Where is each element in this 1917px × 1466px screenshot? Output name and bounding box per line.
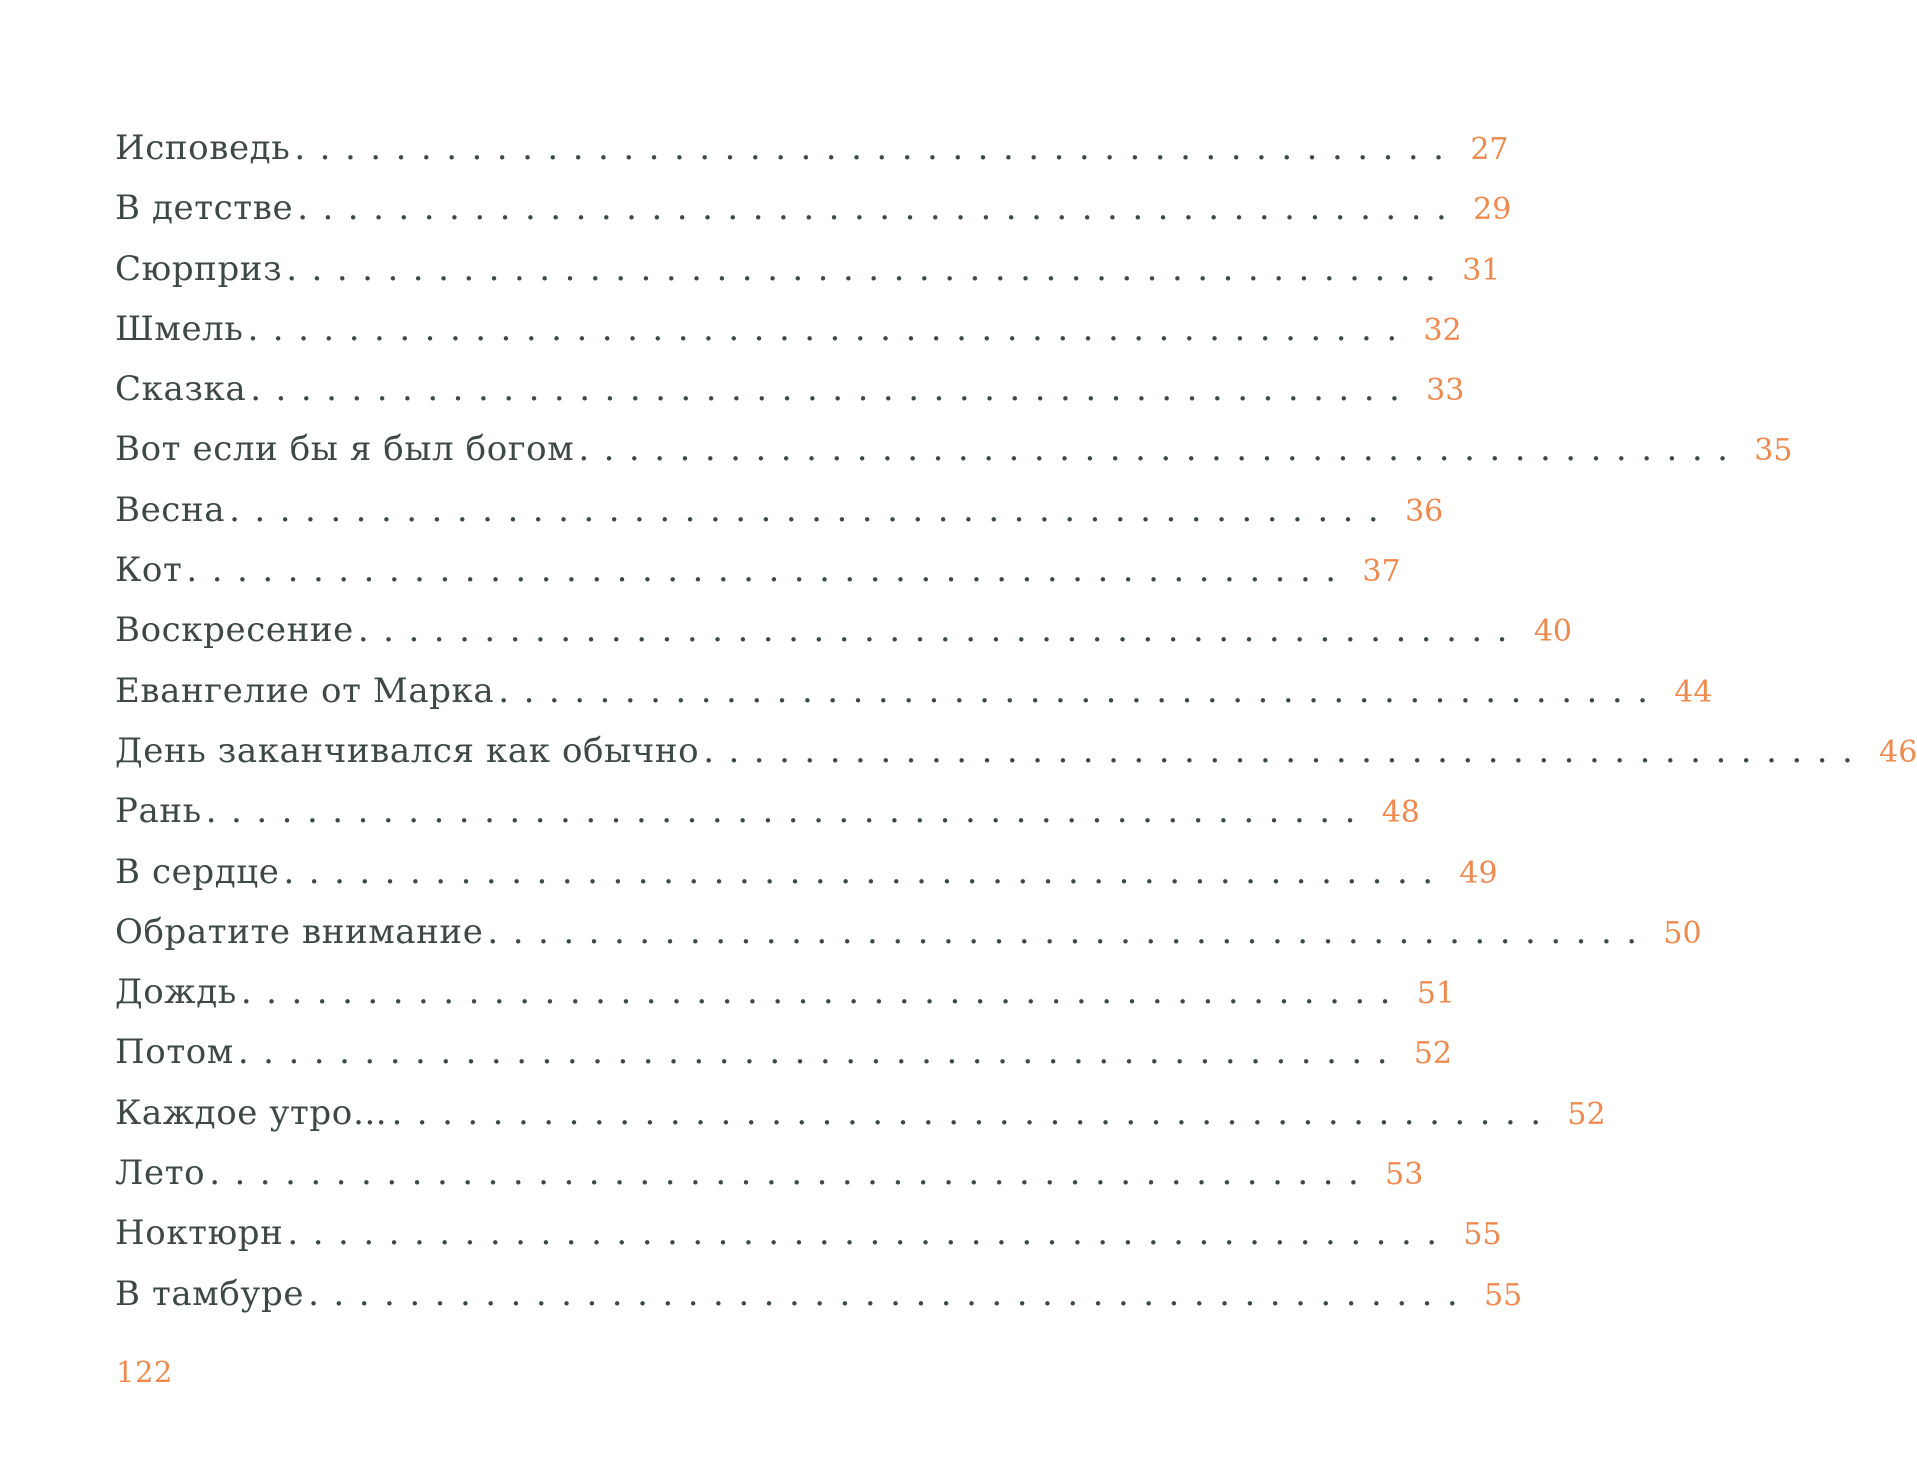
toc-entry-page: 31 <box>1462 252 1501 288</box>
toc-entry-title: Ноктюрн <box>115 1213 284 1254</box>
toc-entry-page: 55 <box>1484 1277 1523 1313</box>
dot-leader: .............................................. <box>237 1032 1403 1073</box>
toc-entry-page: 40 <box>1533 614 1572 650</box>
toc-entry <box>115 540 1401 600</box>
toc-entry-page: 49 <box>1459 855 1498 891</box>
dot-leader: .............................................. <box>229 489 1394 530</box>
dot-leader: .............................................. <box>487 911 1652 952</box>
dot-leader: .............................................. <box>578 429 1743 470</box>
toc-entry-title: Исповедь <box>115 128 291 168</box>
toc-entry <box>115 721 1917 781</box>
dot-leader: .............................................. <box>240 972 1405 1013</box>
toc-entry-page: 37 <box>1362 554 1401 590</box>
toc-entry-page: 50 <box>1663 915 1702 951</box>
toc-entry <box>115 1203 1502 1263</box>
toc-entry-page: 29 <box>1473 192 1512 228</box>
toc-entry-page: 51 <box>1416 976 1455 1012</box>
toc-entry-title: Сюрприз <box>115 248 283 289</box>
toc-entry-title: Рань <box>115 791 202 832</box>
toc-entry-title: Вот если бы я был богом <box>115 429 575 470</box>
toc-entry-title: День заканчивался как обычно <box>115 730 700 771</box>
toc-entry <box>115 842 1498 902</box>
dot-leader: .............................................. <box>209 1153 1374 1194</box>
toc-entry-page: 48 <box>1381 795 1420 831</box>
toc-entry-page: 52 <box>1413 1036 1453 1072</box>
toc-entry <box>115 1022 1453 1082</box>
toc-entry <box>115 419 1793 479</box>
toc-entry-page: 52 <box>1567 1096 1606 1132</box>
dot-leader: .............................................. <box>205 791 1370 832</box>
toc-entry <box>115 359 1465 419</box>
toc-entry <box>115 781 1420 841</box>
toc-entry-title: Евангелие от Марка <box>115 670 495 711</box>
table-of-contents <box>115 118 1917 1324</box>
dot-leader: .............................................. <box>283 851 1448 892</box>
toc-entry-title: Воскресение <box>115 610 354 651</box>
dot-leader: .............................................. <box>247 308 1412 349</box>
toc-entry <box>115 118 1509 178</box>
toc-entry-page: 44 <box>1674 674 1713 710</box>
dot-leader: .............................................. <box>287 1213 1452 1254</box>
dot-leader: .............................................. <box>703 730 1868 771</box>
dot-leader: .............................................. <box>286 248 1451 289</box>
toc-entry-page: 27 <box>1470 132 1509 167</box>
toc-entry-title: Весна <box>115 489 226 530</box>
toc-entry <box>115 480 1444 540</box>
toc-entry <box>115 962 1455 1022</box>
page-number: 122 <box>116 1355 173 1389</box>
dot-leader: .............................................. <box>186 550 1351 591</box>
dot-leader: .............................................. <box>297 188 1462 229</box>
toc-entry-title: Сказка <box>115 369 247 410</box>
dot-leader: .............................................. <box>308 1273 1473 1314</box>
toc-entry <box>115 178 1512 238</box>
toc-entry <box>115 1083 1606 1143</box>
toc-entry-title: В детстве <box>115 188 294 229</box>
toc-entry-page: 46 <box>1879 734 1917 770</box>
toc-entry-title: Дождь <box>115 972 237 1013</box>
toc-entry-title: В сердце <box>115 851 280 892</box>
toc-entry <box>115 299 1462 359</box>
dot-leader: .............................................. <box>357 610 1522 651</box>
toc-entry-title: Каждое утро… <box>115 1092 388 1133</box>
toc-entry-page: 53 <box>1385 1157 1424 1193</box>
toc-entry-title: Шмель <box>115 308 244 349</box>
dot-leader: .............................................. <box>498 670 1663 711</box>
toc-entry <box>115 1143 1424 1203</box>
toc-entry-title: Лето <box>115 1153 206 1194</box>
toc-entry-page: 36 <box>1405 493 1444 529</box>
toc-entry-page: 32 <box>1423 312 1462 348</box>
toc-entry-title: Обратите внимание <box>115 911 484 952</box>
dot-leader: .............................................. <box>294 128 1459 168</box>
toc-entry-page: 33 <box>1426 373 1465 409</box>
dot-leader: .............................................. <box>250 369 1415 410</box>
toc-entry-page: 35 <box>1754 433 1793 469</box>
dot-leader: .............................................. <box>391 1092 1556 1133</box>
toc-entry <box>115 239 1501 299</box>
toc-entry-page: 55 <box>1463 1217 1502 1253</box>
toc-entry <box>115 902 1702 962</box>
toc-entry-title: Потом <box>115 1032 234 1073</box>
toc-entry <box>115 661 1713 721</box>
toc-entry-title: В тамбуре <box>115 1273 305 1314</box>
toc-entry <box>115 1264 1523 1324</box>
toc-entry-title: Кот <box>115 550 183 591</box>
toc-entry <box>115 600 1572 660</box>
